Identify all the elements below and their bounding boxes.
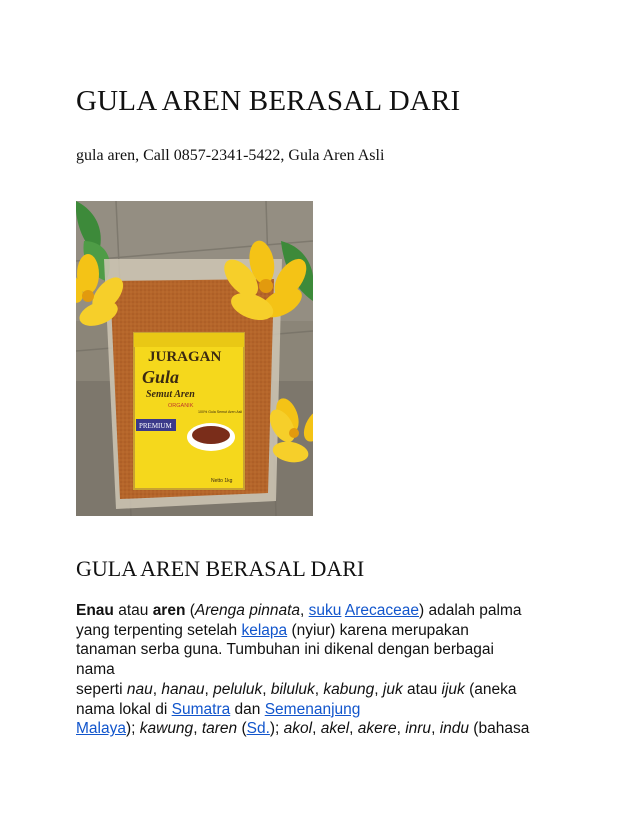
- article-paragraph: [76, 601, 576, 739]
- link-malaya[interactable]: Malaya: [76, 720, 126, 738]
- link-semenanjung-malaya[interactable]: Semenanjung: [264, 700, 361, 718]
- spec-text: 100% Gula Semut Aren Asli: [198, 410, 243, 414]
- product-text-1: Gula: [142, 367, 180, 387]
- term-bold: aren: [152, 602, 186, 619]
- product-text-2: Semut Aren: [146, 389, 195, 400]
- text-line: Enau atau aren (Arenga pinnata, suku Arecaceae) adalah palma: [76, 602, 522, 619]
- section-heading: GULA AREN BERASAL DARI: [76, 556, 365, 581]
- term-bold: Enau: [76, 602, 114, 619]
- scientific-name: Arenga pinnata: [194, 602, 301, 619]
- link-suku[interactable]: suku: [308, 602, 342, 619]
- page-title: GULA AREN BERASAL DARI: [76, 85, 461, 117]
- link-sunda[interactable]: Sd.: [246, 720, 270, 738]
- product-photo: [76, 201, 313, 516]
- text-line: Malaya); kawung, taren (Sd.); akol, akel, akere, inru, indu (bahasa: [76, 720, 530, 738]
- link-sumatra[interactable]: Sumatra: [171, 700, 231, 718]
- text-line: yang terpenting setelah kelapa (nyiur) karena merupakan: [76, 621, 469, 639]
- link-kelapa[interactable]: kelapa: [241, 621, 288, 639]
- page-subtitle: gula aren, Call 0857-2341-5422, Gula Aren Asli: [76, 147, 385, 164]
- product-text-3: ORGANIK: [168, 403, 194, 409]
- premium-badge-text: PREMIUM: [139, 422, 172, 430]
- text-line: seperti nau, hanau, peluluk, biluluk, kabung, juk atau ijuk (aneka: [76, 680, 517, 698]
- weight-text: Netto 1kg: [211, 478, 233, 484]
- link-arecaceae[interactable]: Arecaceae: [344, 602, 419, 619]
- text-line: nama lokal di Sumatra dan Semenanjung: [76, 700, 361, 718]
- text-line: nama: [76, 661, 115, 679]
- text-line: tanaman serba guna. Tumbuhan ini dikenal dengan berbagai: [76, 641, 494, 659]
- brand-text: JURAGAN: [148, 349, 222, 365]
